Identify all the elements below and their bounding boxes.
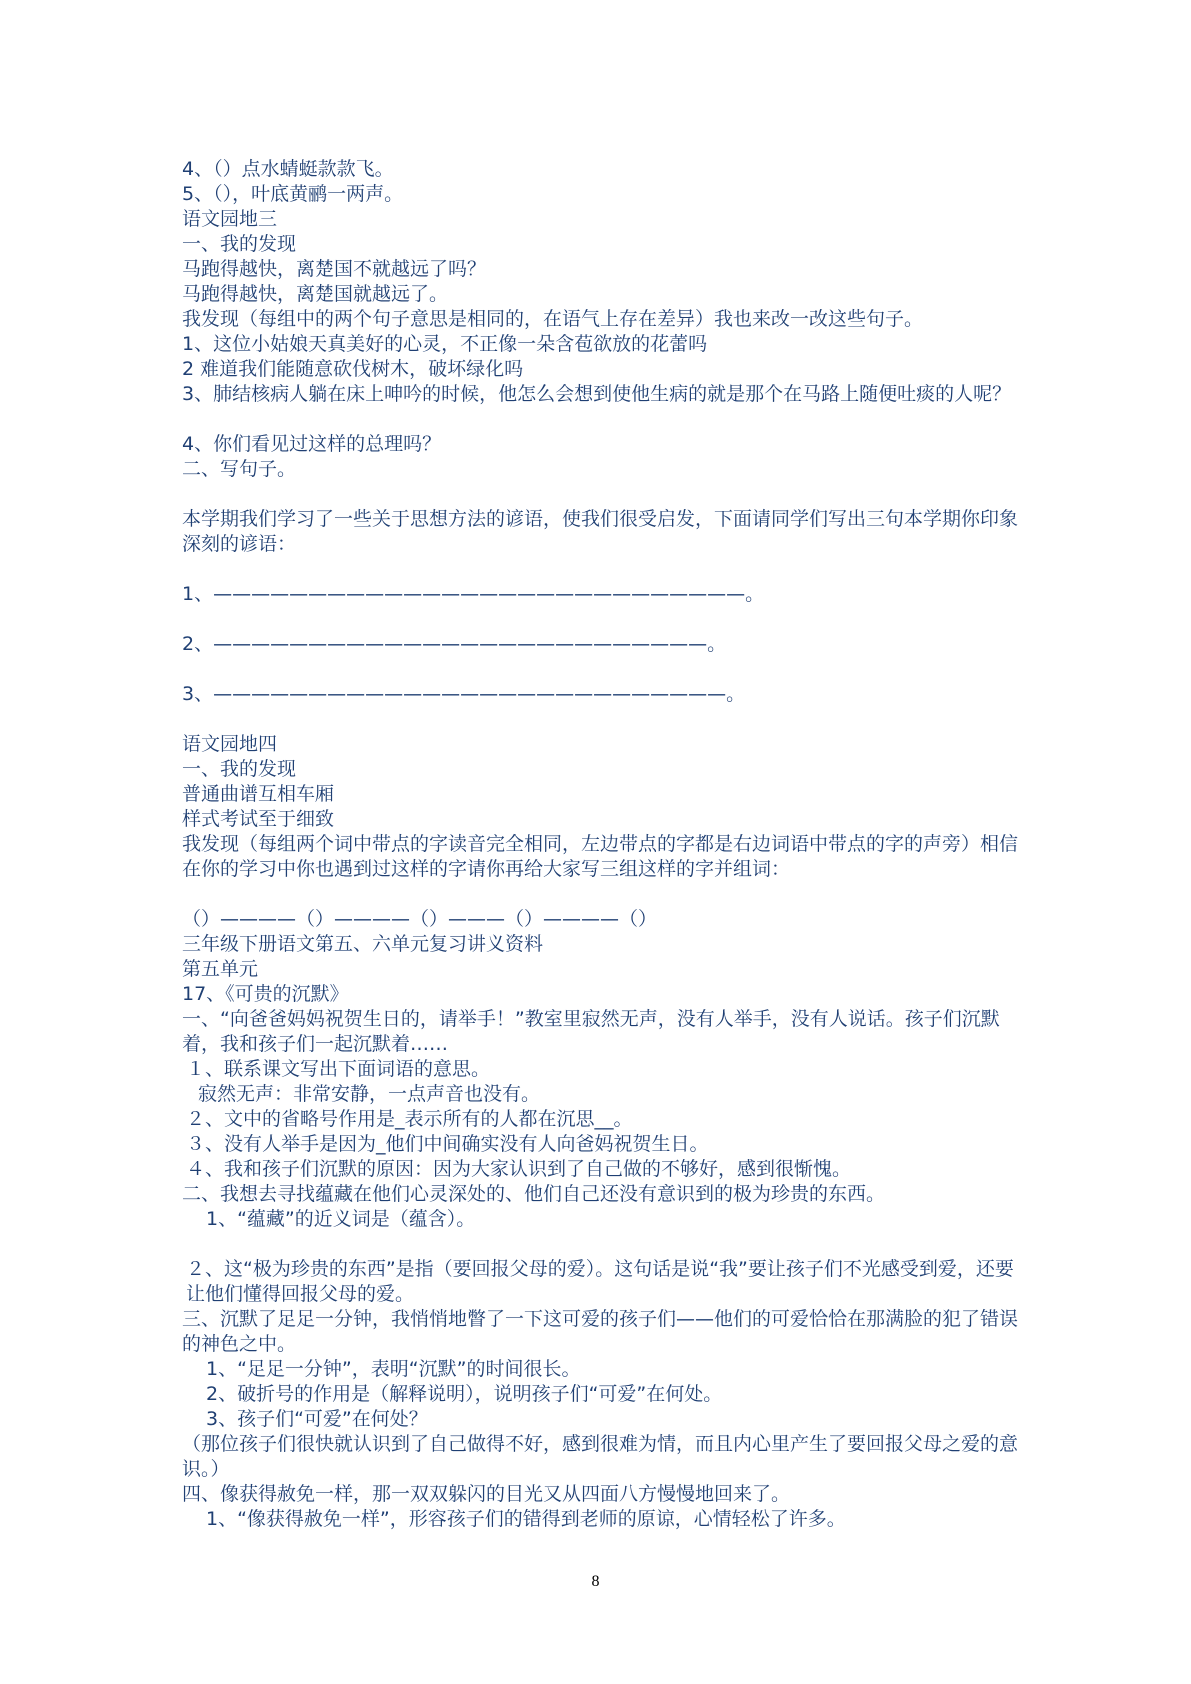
text-line: 4、你们看见过这样的总理吗？ <box>182 433 442 455</box>
text-line: 1、“蕴藏”的近义词是（蕴含）。 <box>206 1208 476 1230</box>
text-line: 我发现（每组两个词中带点的字读音完全相同，左边带点的字都是右边词语中带点的字的声旁）相信在你的学习中你也遇到过这样的字请你再给大家写三组这样的字并组词： <box>182 833 1019 880</box>
text-line: １、联系课文写出下面词语的意思。 <box>186 1058 491 1080</box>
text-line: 3、孩子们“可爱”在何处？ <box>206 1408 428 1430</box>
text-line: 1、“足足一分钟”，表明“沉默”的时间很长。 <box>206 1358 581 1380</box>
text-line: 二、写句子。 <box>182 458 297 480</box>
section-heading: 语文园地四 <box>182 733 278 755</box>
document-title: 三年级下册语文第五、六单元复习讲义资料 <box>182 933 544 955</box>
section-heading: 语文园地三 <box>182 208 278 230</box>
text-line: ３、没有人举手是因为_他们中间确实没有人向爸妈祝贺生日。 <box>186 1133 709 1155</box>
text-line: ４、我和孩子们沉默的原因：因为大家认识到了自己做的不够好，感到很惭愧。 <box>186 1158 852 1180</box>
unit-heading: 第五单元 <box>182 958 259 980</box>
text-line: 马跑得越快，离楚国不就越远了吗？ <box>182 258 487 280</box>
text-line: 一、我的发现 <box>182 233 297 255</box>
text-line: 三、沉默了足足一分钟，我悄悄地瞥了一下这可爱的孩子们——他们的可爱恰恰在那满脸的犯了错误的神色之中。 <box>182 1308 1019 1355</box>
text-line: 我发现（每组中的两个句子意思是相同的，在语气上存在差异）我也来改一改这些句子。 <box>182 308 924 330</box>
text-line: 寂然无声：非常安静，一点声音也没有。 <box>198 1083 541 1105</box>
text-line: 一、我的发现 <box>182 758 297 780</box>
text-line: 3、肺结核病人躺在床上呻吟的时候，他怎么会想到使他生病的就是那个在马路上随便吐痰的人呢？ <box>182 383 1012 405</box>
text-line: 2、破折号的作用是（解释说明），说明孩子们“可爱”在何处。 <box>206 1383 723 1405</box>
text-line: （那位孩子们很快就认识到了自己做得不好，感到很难为情，而且内心里产生了要回报父母之爱的意识。） <box>182 1433 1019 1480</box>
text-line: 四、像获得赦免一样，那一双双躲闪的目光又从四面八方慢慢地回来了。 <box>182 1483 791 1505</box>
text-line: 4、（）点水蜻蜓款款飞。 <box>182 158 394 180</box>
text-line: 马跑得越快，离楚国就越远了。 <box>182 283 449 305</box>
text-line: 普通曲谱互相车厢 <box>182 783 335 805</box>
lesson-title: 17、《可贵的沉默》 <box>182 983 349 1005</box>
answer-blank-line: 2、——————————————————————————。 <box>182 633 727 655</box>
text-line: 1、“像获得赦免一样”，形容孩子们的错得到老师的原谅，心情轻松了许多。 <box>206 1508 846 1530</box>
text-line: 一、“向爸爸妈妈祝贺生日的，请举手！”教室里寂然无声，没有人举手，没有人说话。孩子们沉默着，我和孩子们一起沉默着…… <box>182 1008 1000 1055</box>
page-number: 8 <box>591 1573 600 1590</box>
text-line: ２、这“极为珍贵的东西”是指（要回报父母的爱）。这句话是说“我”要让孩子们不光感受到爱，还要让他们懂得回报父母的爱。 <box>186 1258 1014 1305</box>
text-line: 二、我想去寻找蕴藏在他们心灵深处的、他们自己还没有意识到的极为珍贵的东西。 <box>182 1183 886 1205</box>
text-line: 5、（），叶底黄鹂一两声。 <box>182 183 404 205</box>
text-line: 本学期我们学习了一些关于思想方法的谚语，使我们很受启发，下面请同学们写出三句本学期你印象深刻的谚语： <box>182 508 1019 555</box>
text-line: 1、这位小姑娘天真美好的心灵，不正像一朵含苞欲放的花蕾吗 <box>182 333 708 355</box>
answer-blank-line: （）————（）————（）———（）————（） <box>182 908 658 930</box>
answer-blank-line: 1、————————————————————————————。 <box>182 583 765 605</box>
text-line: 2 难道我们能随意砍伐树木，破坏绿化吗 <box>182 358 524 380</box>
text-line: 样式考试至于细致 <box>182 808 335 830</box>
answer-blank-line: 3、———————————————————————————。 <box>182 683 746 705</box>
text-line: ２、文中的省略号作用是_表示所有的人都在沉思__。 <box>186 1108 633 1130</box>
